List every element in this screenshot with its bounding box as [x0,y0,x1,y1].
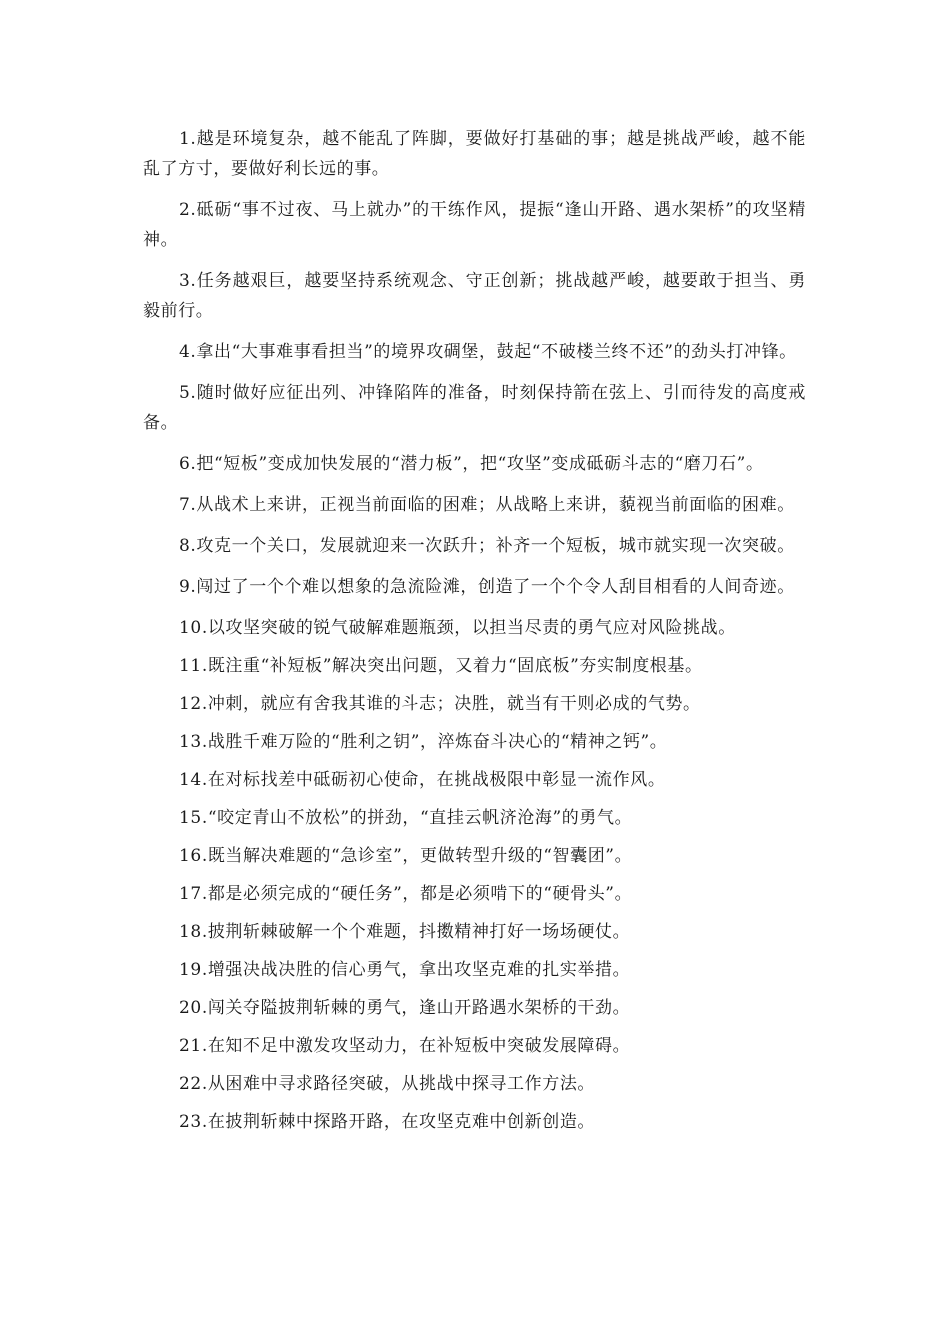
list-item: 18.披荆斩棘破解一个个难题，抖擞精神打好一场场硬仗。 [179,922,631,942]
list-item: 7.从战术上来讲，正视当前面临的困难；从战略上来讲，藐视当前面临的困难。 [179,495,795,515]
list-item: 15.“咬定青山不放松”的拼劲，“直挂云帆济沧海”的勇气。 [179,808,633,828]
list-item: 21.在知不足中激发攻坚动力，在补短板中突破发展障碍。 [179,1036,631,1056]
list-item: 4.拿出“大事难事看担当”的境界攻碉堡，鼓起“不破楼兰终不还”的劲头打冲锋。 [179,342,797,362]
document-body [143,124,806,1145]
list-item: 12.冲刺，就应有舍我其谁的斗志；决胜，就当有干则必成的气势。 [179,694,701,714]
list-item: 23.在披荆斩棘中探路开路，在攻坚克难中创新创造。 [179,1112,596,1132]
list-item: 10.以攻坚突破的锐气破解难题瓶颈，以担当尽责的勇气应对风险挑战。 [179,618,736,638]
list-item: 19.增强决战决胜的信心勇气，拿出攻坚克难的扎实举措。 [179,960,631,980]
list-item: 16.既当解决难题的“急诊室”，更做转型升级的“智囊团”。 [179,846,633,866]
list-item: 11.既注重“补短板”解决突出问题，又着力“固底板”夯实制度根基。 [179,656,703,676]
list-item: 14.在对标找差中砥砺初心使命，在挑战极限中彰显一流作风。 [179,770,666,790]
list-item: 8.攻克一个关口，发展就迎来一次跃升；补齐一个短板，城市就实现一次突破。 [179,536,795,556]
list-item: 5.随时做好应征出列、冲锋陷阵的准备，时刻保持箭在弦上、引而待发的高度戒备。 [143,383,806,433]
list-item: 1.越是环境复杂，越不能乱了阵脚，要做好打基础的事；越是挑战严峻，越不能乱了方寸，要做好利长远的事。 [143,129,806,179]
list-item: 9.闯过了一个个难以想象的急流险滩，创造了一个个令人刮目相看的人间奇迹。 [179,577,795,597]
list-item: 6.把“短板”变成加快发展的“潜力板”，把“攻坚”变成砥砺斗志的“磨刀石”。 [179,454,764,474]
list-item: 3.任务越艰巨，越要坚持系统观念、守正创新；挑战越严峻，越要敢于担当、勇毅前行。 [143,271,806,321]
list-item: 2.砥砺“事不过夜、马上就办”的干练作风，提振“逢山开路、遇水架桥”的攻坚精神。 [143,200,806,250]
list-item: 17.都是必须完成的“硬任务”，都是必须啃下的“硬骨头”。 [179,884,633,904]
list-item: 13.战胜千难万险的“胜利之钥”，淬炼奋斗决心的“精神之钙”。 [179,732,668,752]
list-item: 22.从困难中寻求路径突破，从挑战中探寻工作方法。 [179,1074,596,1094]
list-item: 20.闯关夺隘披荆斩棘的勇气，逢山开路遇水架桥的干劲。 [179,998,631,1018]
